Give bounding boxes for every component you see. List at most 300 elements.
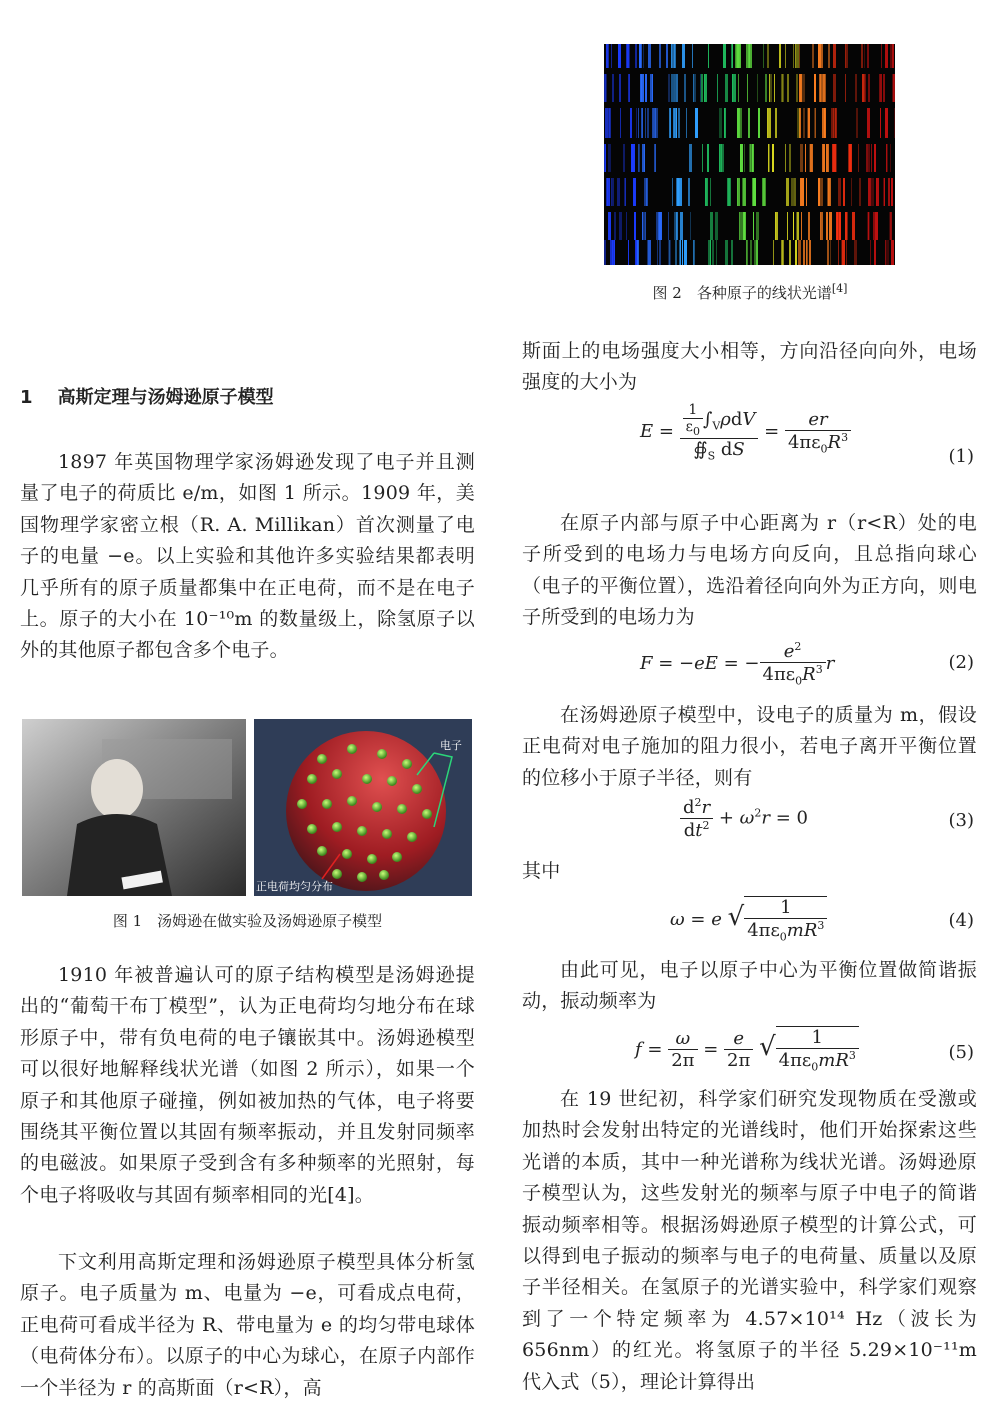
spectral-line <box>690 212 691 240</box>
right-paragraph-6: 在 19 世纪初，科学家们研究发现物质在受激或加热时会发射出特定的光谱线时，他们开始探索这些光谱的本质，其中一种光谱称为线状光谱。汤姆逊原子模型认为，这些发射光的频率与原子中电子的简谐振动频率相等。根据汤姆逊原子模型的计算公式，可以得到电子振动的频率与电子的电荷量、质量以及原子半径相关。在氢原子的光谱实验中，科学家们观察到了一个特定频率为 4.57×10¹⁴ Hz（波长为 656nm）的红光。将氢原子的半径 5.29×10⁻¹¹m 代入式（5），理论计算得出 <box>522 1088 977 1393</box>
electron-dot <box>332 769 342 779</box>
spectral-line <box>793 212 794 240</box>
spectral-line <box>740 144 741 172</box>
spectral-line <box>648 240 651 265</box>
spectral-line <box>671 74 674 102</box>
spectral-line <box>632 144 635 172</box>
spectral-line <box>646 178 648 206</box>
spectral-line <box>763 178 766 206</box>
spectral-line <box>890 44 892 68</box>
spectral-line <box>870 178 871 206</box>
spectral-line <box>868 74 870 102</box>
spectral-line <box>604 240 606 265</box>
spectral-line <box>793 44 794 68</box>
spectral-line <box>728 178 731 206</box>
spectral-line <box>826 144 829 172</box>
spectral-line <box>639 144 640 172</box>
right-paragraph-4: 其中 <box>522 860 561 882</box>
spectral-line <box>820 212 821 240</box>
spectral-line <box>787 212 788 240</box>
spectral-line <box>798 240 801 265</box>
spectral-line <box>838 178 841 206</box>
spectral-line <box>799 74 802 102</box>
spectral-line <box>747 44 748 68</box>
spectral-line <box>743 178 746 206</box>
spectral-line <box>845 74 846 102</box>
spectral-line <box>740 108 742 138</box>
spectral-line <box>717 74 718 102</box>
spectral-line <box>810 144 813 172</box>
spectral-line <box>752 178 753 206</box>
spectral-line <box>821 44 823 68</box>
spectral-line <box>893 74 895 102</box>
spectral-line <box>806 178 807 206</box>
spectral-line <box>638 108 639 138</box>
spectral-line <box>737 44 740 68</box>
electron-dot <box>347 796 357 806</box>
spectral-line <box>731 44 733 68</box>
equation-4: ω = e √ $\frac{1}{4\pi\varepsilon_0mR^3}$ (4) <box>670 897 974 944</box>
spectral-line <box>609 178 610 206</box>
equation-2-number: (2) <box>948 652 974 673</box>
figure-1-image <box>22 719 472 896</box>
spectral-line <box>861 44 863 68</box>
positive-charge-sphere <box>286 731 446 891</box>
spectral-line <box>676 212 678 240</box>
spectral-line <box>841 240 842 265</box>
spectral-line <box>676 74 678 102</box>
spectral-line <box>746 44 747 68</box>
spectral-line <box>733 74 736 102</box>
spectral-line <box>612 178 614 206</box>
spectral-line <box>814 108 815 138</box>
spectral-line <box>627 44 628 68</box>
spectral-line <box>868 212 869 240</box>
spectral-line <box>801 178 804 206</box>
spectral-line <box>629 74 630 102</box>
spectral-line <box>684 240 687 265</box>
spectral-line <box>833 108 836 138</box>
spectral-line <box>676 178 677 206</box>
electron-dot <box>332 822 342 832</box>
spectral-line <box>607 178 609 206</box>
spectral-line <box>769 74 772 102</box>
spectral-line <box>769 144 770 172</box>
spectral-line <box>738 74 739 102</box>
spectral-line <box>659 212 662 240</box>
spectral-line <box>614 212 616 240</box>
section-number: 1 <box>20 387 33 408</box>
spectral-line <box>655 108 658 138</box>
spectral-line <box>794 178 796 206</box>
spectral-line <box>854 240 857 265</box>
electron-dot <box>382 829 392 839</box>
spectral-line <box>744 144 745 172</box>
spectral-line <box>868 178 870 206</box>
spectral-line <box>789 240 791 265</box>
spectral-line <box>875 144 876 172</box>
spectral-line <box>823 74 826 102</box>
equation-1: E = $\frac{1}{\varepsilon_0}$ $\int_V\rho dV$ $∯_S$ dS = $\frac{er}{4\pi\varepsilon_0R^3}$ (1) <box>640 402 974 467</box>
spectral-line <box>740 212 743 240</box>
spectral-line <box>875 212 878 240</box>
spectral-line <box>635 212 636 240</box>
spectral-line <box>805 144 806 172</box>
spectral-line <box>638 144 639 172</box>
spectral-line <box>643 44 644 68</box>
spectral-line <box>808 212 810 240</box>
spectral-line <box>710 212 713 240</box>
spectral-line <box>645 212 646 240</box>
spectral-line <box>700 74 701 102</box>
spectral-line <box>724 44 726 68</box>
spectral-line <box>829 212 832 240</box>
spectral-line <box>654 144 656 172</box>
spectral-line <box>692 44 693 68</box>
spectral-line <box>639 44 642 68</box>
spectral-line <box>871 144 872 172</box>
electron-dot <box>387 776 397 786</box>
spectral-line <box>779 44 781 68</box>
spectral-line <box>743 212 746 240</box>
spectral-line <box>612 74 614 102</box>
spectral-line <box>701 74 703 102</box>
electron-dot <box>317 754 327 764</box>
spectral-line <box>868 144 870 172</box>
spectral-line <box>827 240 829 265</box>
spectral-line <box>858 144 859 172</box>
spectral-line <box>637 240 639 265</box>
spectral-line <box>610 240 613 265</box>
spectral-line <box>833 144 836 172</box>
spectral-line <box>672 178 673 206</box>
spectral-line <box>818 178 820 206</box>
spectral-line <box>740 44 741 68</box>
spectral-line <box>648 44 651 68</box>
spectral-line <box>619 212 622 240</box>
spectral-line <box>659 44 661 68</box>
spectral-line <box>669 108 671 138</box>
paragraph-2: 1910 年被普遍认可的原子结构模型是汤姆逊提出的“葡萄干布丁模型”，认为正电荷均匀地分布在球形原子中，带有负电荷的电子镶嵌其中。汤姆逊模型可以很好地解释线状光谱（如图 2 所示），如果一个原子和其他原子碰撞，例如被加热的气体，电子将要围绕其平衡位置以其固有频率振动，并且发射同频率的电磁波。如果原子受到含有多种频率的光照射，每个电子将吸收与其固有频率相同的光[4]。 <box>20 964 475 1206</box>
spectral-line <box>647 108 649 138</box>
spectral-line <box>885 108 888 138</box>
spectral-line <box>732 74 733 102</box>
spectral-line <box>611 178 612 206</box>
spectral-line <box>891 240 894 265</box>
spectral-line <box>636 108 637 138</box>
spectral-line <box>684 74 686 102</box>
spectral-line <box>628 74 629 102</box>
right-paragraph-2: 在原子内部与原子中心距离为 r（r<R）处的电子所受到的电场力与电场方向反向，且总指向球心（电子的平衡位置），选沿着径向向外为正方向，则电子所受到的电场力为 <box>522 512 977 629</box>
electron-dot <box>307 774 317 784</box>
spectral-line <box>758 108 760 138</box>
spectral-line <box>675 74 676 102</box>
electron-dot <box>322 799 332 809</box>
spectral-line <box>881 44 882 68</box>
electron-dot <box>362 774 372 784</box>
spectral-line <box>886 240 889 265</box>
spectral-line <box>693 74 694 102</box>
spectral-line <box>888 178 890 206</box>
spectral-line <box>843 178 845 206</box>
spectral-line <box>668 212 669 240</box>
spectral-line <box>642 108 643 138</box>
spectral-line <box>754 240 756 265</box>
electron-dot <box>379 870 389 880</box>
spectral-line <box>839 212 841 240</box>
spectral-line <box>668 74 670 102</box>
spectral-line <box>680 240 681 265</box>
spectral-line <box>785 44 786 68</box>
spectral-line <box>775 212 778 240</box>
spectral-line <box>883 74 885 102</box>
spectral-line <box>815 108 816 138</box>
spectral-line <box>725 240 728 265</box>
spectral-line <box>796 74 798 102</box>
figure-2 <box>604 44 895 265</box>
spectral-line <box>838 240 839 265</box>
spectral-line <box>693 240 694 265</box>
spectral-line <box>871 178 874 206</box>
spectral-line <box>806 240 808 265</box>
spectral-line <box>832 144 833 172</box>
spectral-line <box>763 44 764 68</box>
equation-5-number: (5) <box>948 1042 974 1063</box>
spectral-line <box>652 74 653 102</box>
spectral-line <box>870 240 871 265</box>
spectral-line <box>887 144 888 172</box>
spectral-line <box>707 144 709 172</box>
equation-4-number: (4) <box>948 910 974 931</box>
spectral-line <box>802 74 805 102</box>
spectral-line <box>659 240 661 265</box>
spectral-line <box>605 144 606 172</box>
spectral-line <box>652 108 653 138</box>
spectral-line <box>846 240 847 265</box>
spectral-line <box>845 212 848 240</box>
spectral-line <box>789 144 791 172</box>
spectral-line <box>820 74 822 102</box>
spectral-line <box>702 144 703 172</box>
spectral-line <box>624 178 625 206</box>
spectral-line <box>747 74 748 102</box>
spectral-line <box>645 108 646 138</box>
charge-label: 正电荷均匀分布 <box>256 880 333 893</box>
spectral-line <box>774 74 775 102</box>
spectral-line <box>677 178 679 206</box>
spectral-line <box>820 178 823 206</box>
spectral-line <box>767 108 768 138</box>
spectral-line <box>617 178 620 206</box>
spectral-line <box>768 144 769 172</box>
spectral-line <box>856 108 858 138</box>
spectral-line <box>833 44 836 68</box>
electron-dot <box>357 826 367 836</box>
electron-dot <box>422 809 432 819</box>
spectral-line <box>657 240 658 265</box>
spectral-line <box>604 144 605 172</box>
spectral-line <box>876 178 877 206</box>
spectral-line <box>812 44 814 68</box>
spectral-line <box>782 74 784 102</box>
spectral-line <box>791 178 794 206</box>
spectral-line <box>628 44 629 68</box>
figure-2-caption-text: 图 2 各种原子的线状光谱 <box>652 284 832 302</box>
spectral-line <box>800 144 803 172</box>
spectral-line <box>675 240 677 265</box>
spectral-line <box>819 44 821 68</box>
spectral-line <box>623 144 625 172</box>
spectral-line <box>787 74 789 102</box>
spectral-line <box>679 178 682 206</box>
spectral-line <box>731 240 733 265</box>
spectral-line <box>672 44 675 68</box>
spectral-line <box>608 144 611 172</box>
spectral-line <box>795 44 796 68</box>
spectral-line <box>833 74 836 102</box>
spectral-line <box>739 212 740 240</box>
spectral-line <box>737 108 740 138</box>
line-spectra-image <box>604 44 895 265</box>
spectral-line <box>619 74 621 102</box>
spectral-line <box>605 108 608 138</box>
spectral-line <box>676 108 677 138</box>
spectral-line <box>851 178 852 206</box>
spectral-line <box>712 240 714 265</box>
spectral-line <box>680 212 683 240</box>
spectral-line <box>608 212 611 240</box>
spectral-line <box>634 178 635 206</box>
spectral-line <box>682 44 685 68</box>
spectral-line <box>708 44 709 68</box>
electron-dot <box>342 849 352 859</box>
spectral-line <box>894 108 895 138</box>
spectral-line <box>880 108 881 138</box>
spectral-line <box>885 44 888 68</box>
equation-3-number: (3) <box>948 810 974 831</box>
spectral-line <box>797 212 799 240</box>
spectral-line <box>618 44 621 68</box>
spectral-line <box>849 144 852 172</box>
spectral-line <box>867 108 870 138</box>
spectral-line <box>800 178 801 206</box>
electron-dot <box>307 824 317 834</box>
spectral-line <box>678 108 680 138</box>
figure-1 <box>22 719 472 896</box>
electron-dot <box>332 869 342 879</box>
spectral-line <box>782 240 783 265</box>
spectral-line <box>756 240 758 265</box>
spectral-line <box>773 240 774 265</box>
spectral-line <box>630 108 632 138</box>
spectral-line <box>814 74 816 102</box>
electron-dot <box>367 854 377 864</box>
spectral-line <box>716 240 717 265</box>
spectral-line <box>826 212 828 240</box>
figure-2-ref: [4] <box>831 282 848 295</box>
spectral-line <box>884 178 885 206</box>
equation-3: $\frac{d^2r}{dt^2}$ + $\omega^2r = 0$ (3) <box>520 796 980 836</box>
spectral-line <box>830 240 831 265</box>
spectral-line <box>824 144 825 172</box>
right-paragraph-1: 斯面上的电场强度大小相等，方向沿径向向外，电场强度的大小为 <box>522 340 977 394</box>
spectral-line <box>753 212 754 240</box>
paragraph-1: 1897 年英国物理学家汤姆逊发现了电子并且测量了电子的荷质比 e/m，如图 1 所示。1909 年，美国物理学家密立根（R. A. Millikan）首次测量了电子的电量 −e。以上实验和其他许多实验结果都表明几乎所有的原子质量都集中在正电荷，而不是在电子上。原子的大小在 10⁻¹⁰m 的数量级上，除氢原子以外的其他原子都包含多个电子。 <box>20 451 475 662</box>
section-title: 高斯定理与汤姆逊原子模型 <box>57 387 274 408</box>
spectral-line <box>644 144 645 172</box>
spectral-line <box>645 74 647 102</box>
spectral-line <box>890 212 892 240</box>
spectral-line <box>674 108 675 138</box>
spectral-line <box>688 178 690 206</box>
spectral-line <box>757 74 758 102</box>
spectral-line <box>625 178 626 206</box>
electron-dot <box>372 802 382 812</box>
spectral-line <box>724 108 726 138</box>
electron-dot <box>407 832 417 842</box>
spectral-line <box>635 44 637 68</box>
equation-2: F = −eE = − $\frac{e^2}{4\pi\varepsilon_0R^3}$ r (2) <box>640 640 974 688</box>
spectral-line <box>775 108 777 138</box>
spectral-line <box>710 178 711 206</box>
spectral-line <box>725 74 728 102</box>
electron-dot <box>402 759 412 769</box>
spectral-line <box>606 44 609 68</box>
spectral-line <box>705 178 708 206</box>
spectral-line <box>837 212 839 240</box>
spectral-line <box>865 74 866 102</box>
electron-dot <box>392 852 402 862</box>
spectral-line <box>859 178 861 206</box>
spectral-line <box>626 212 627 240</box>
spectral-line <box>842 240 845 265</box>
spectral-line <box>818 44 819 68</box>
spectral-line <box>768 108 771 138</box>
equation-5: f = $\frac{\omega}{2\pi}$ = $\frac{e}{2\pi}$ √ $\frac{1}{4\pi\varepsilon_0mR^3}$ (5) <box>635 1027 974 1074</box>
spectral-line <box>641 108 642 138</box>
spectral-line <box>647 240 648 265</box>
spectral-line <box>836 144 837 172</box>
spectral-line <box>880 74 882 102</box>
spectral-line <box>750 240 752 265</box>
spectral-line <box>686 108 687 138</box>
spectral-line <box>628 240 629 265</box>
spectral-line <box>721 144 724 172</box>
spectral-line <box>892 44 894 68</box>
spectral-line <box>785 144 786 172</box>
spectral-line <box>808 108 810 138</box>
electron-label: 电子 <box>440 739 462 752</box>
spectral-line <box>748 108 750 138</box>
spectral-line <box>767 44 769 68</box>
spectral-line <box>801 212 802 240</box>
spectral-line <box>867 44 869 68</box>
spectral-line <box>795 240 797 265</box>
spectral-line <box>669 240 670 265</box>
spectral-line <box>845 44 848 68</box>
spectral-line <box>674 74 675 102</box>
spectral-line <box>786 178 789 206</box>
spectral-line <box>874 240 876 265</box>
spectral-line <box>890 144 891 172</box>
spectral-line <box>666 44 668 68</box>
spectral-line <box>620 108 621 138</box>
electron-dot <box>397 804 407 814</box>
paragraph-3: 下文利用高斯定理和汤姆逊原子模型具体分析氢原子。电子质量为 m、电量为 −e，可看成点电荷，正电荷可看成半径为 R、带电量为 e 的均匀带电球体（电荷体分布）。以原子的中心为球心，在原子内部作一个半径为 r 的高斯面（r<R），高 <box>20 1251 475 1399</box>
electron-dot <box>412 784 422 794</box>
spectral-line <box>704 74 707 102</box>
electron-dot <box>317 846 327 856</box>
